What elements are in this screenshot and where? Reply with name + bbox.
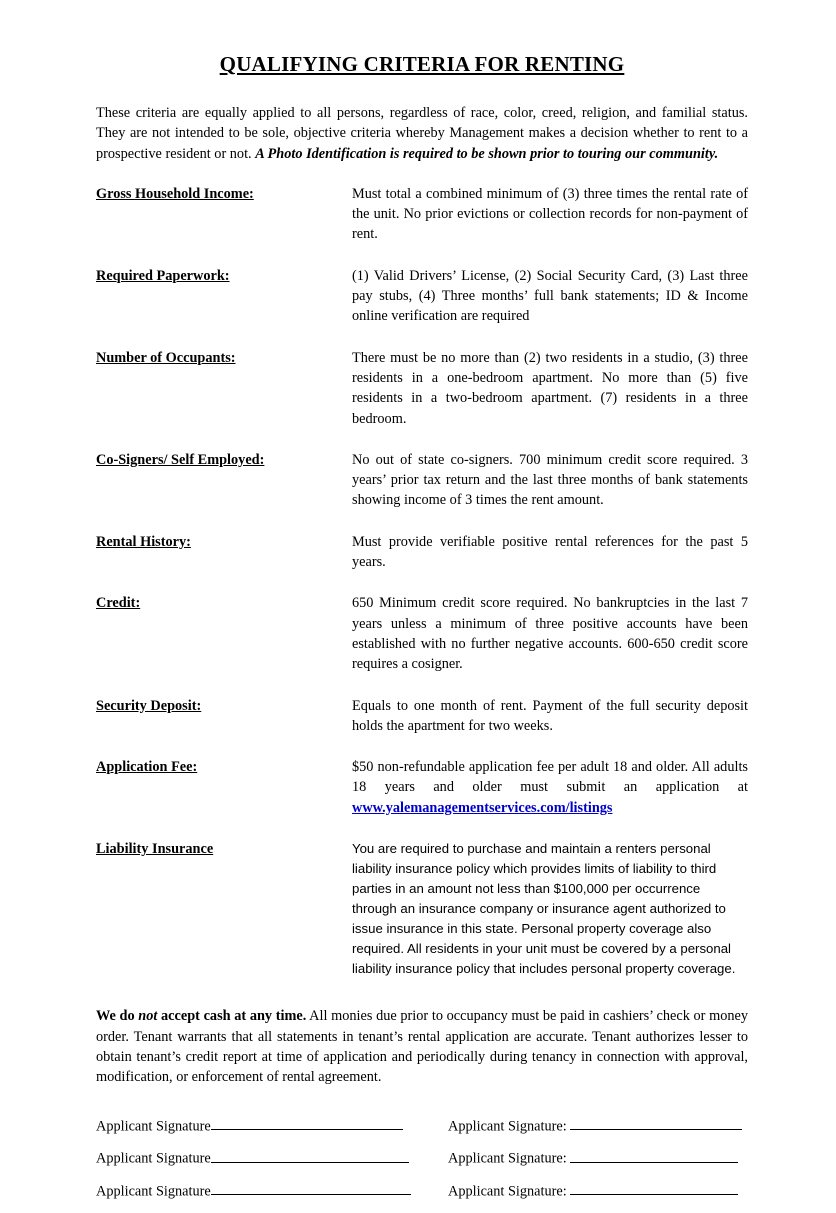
criteria-label-cell	[96, 348, 352, 450]
applicant-signature-right	[448, 1148, 738, 1168]
signature-line[interactable]	[211, 1116, 403, 1131]
criteria-value: Must provide verifiable positive rental references for the past 5 years.	[352, 533, 748, 571]
closing-lead-italic: not	[138, 1008, 158, 1025]
listings-link[interactable]: www.yalemanagementservices.com/listings	[352, 799, 613, 816]
criteria-value-application-fee	[352, 757, 748, 839]
intro-paragraph	[96, 103, 748, 164]
criteria-label-cell	[96, 696, 352, 758]
criteria-label: Co-Signers/ Self Employed:	[96, 451, 265, 468]
signature-row	[96, 1148, 748, 1168]
intro-text: These criteria are equally applied to all persons, regardless of race, color, creed, religion, and familial status. They are not intended to be sole, objective criteria whereby Management makes a decision whether to rent to a prospective resident or not.	[96, 105, 748, 162]
table-row	[96, 757, 748, 839]
signature-label: Applicant Signature:	[448, 1183, 571, 1200]
application-fee-text: $50 non-refundable application fee per adult 18 and older. All adults 18 years and older must submit an application at	[352, 759, 748, 796]
page-title: QUALIFYING CRITERIA FOR RENTING	[219, 52, 625, 76]
table-row	[96, 839, 748, 1000]
signature-line[interactable]	[211, 1181, 411, 1196]
criteria-label: Liability Insurance	[96, 841, 214, 858]
criteria-value: You are required to purchase and maintain a renters personal liability insurance policy which provides limits of liability to third parties in an amount not less than $100,000 per occurrence through an insurance company or insurance agent authorized to issue insurance in this state. Personal property coverage also required. All residents in your unit must be covered by a personal liability insurance policy that includes personal property coverage.	[352, 841, 736, 977]
signature-label: Applicant Signature	[96, 1150, 211, 1167]
criteria-label-cell	[96, 266, 352, 348]
criteria-label-cell	[96, 450, 352, 532]
signature-label: Applicant Signature:	[448, 1118, 571, 1135]
closing-lead-before: We do	[96, 1008, 139, 1025]
criteria-value: Equals to one month of rent. Payment of the full security deposit holds the apartment for two weeks.	[352, 697, 748, 734]
signature-label: Applicant Signature	[96, 1118, 211, 1135]
criteria-value: There must be no more than (2) two residents in a studio, (3) three residents in a one-bedroom apartment. No more than (5) five residents in a two-bedroom apartment. (7) residents in a three bedroom.	[352, 349, 748, 427]
signature-label: Applicant Signature	[96, 1183, 211, 1200]
applicant-signature-left	[96, 1116, 448, 1136]
table-row	[96, 348, 748, 450]
table-row	[96, 593, 748, 695]
criteria-label: Application Fee:	[96, 759, 198, 776]
signature-block	[96, 1116, 748, 1201]
intro-emphasis-text: A Photo Identification is required to be shown prior to touring our community.	[255, 145, 719, 162]
closing-lead	[96, 1008, 306, 1024]
criteria-value: 650 Minimum credit score required. No bankruptcies in the last 7 years unless a minimum of three positive accounts have been established with no further negative accounts. 600-650 credit score requires a cosigner.	[352, 595, 748, 673]
table-row	[96, 450, 748, 532]
signature-line[interactable]	[570, 1181, 738, 1196]
table-row	[96, 184, 748, 266]
criteria-value: (1) Valid Drivers’ License, (2) Social Security Card, (3) Last three pay stubs, (4) Three months’ full bank statements; ID & Income online verification are required	[352, 267, 748, 325]
criteria-label-cell	[96, 757, 352, 839]
table-row	[96, 696, 748, 758]
signature-line[interactable]	[211, 1148, 409, 1163]
applicant-signature-left	[96, 1181, 448, 1201]
applicant-signature-left	[96, 1148, 448, 1168]
closing-lead-after: accept cash at any time.	[157, 1008, 307, 1025]
criteria-table	[96, 184, 748, 1001]
table-row	[96, 266, 748, 348]
criteria-label-cell	[96, 532, 352, 594]
signature-line[interactable]	[570, 1116, 742, 1131]
applicant-signature-right	[448, 1181, 738, 1201]
closing-rest: All monies due prior to occupancy must be paid in cashiers’ check or money order. Tenant warrants that all statements in tenant’s rental application are accurate. Tenant authorizes lesser to obtain tenant’s credit report at time of application and periodically during tenancy in connection with approval, modification, or enforcement of rental agreement.	[96, 1008, 748, 1086]
closing-paragraph	[96, 1006, 748, 1087]
criteria-label: Required Paperwork:	[96, 267, 230, 284]
criteria-label-cell	[96, 593, 352, 695]
signature-row	[96, 1116, 748, 1136]
criteria-label: Rental History:	[96, 533, 191, 550]
criteria-label-cell	[96, 839, 352, 1000]
table-row	[96, 532, 748, 594]
criteria-label: Number of Occupants:	[96, 349, 236, 366]
criteria-label: Credit:	[96, 595, 141, 612]
criteria-label-cell	[96, 184, 352, 266]
signature-line[interactable]	[570, 1148, 738, 1163]
criteria-label: Security Deposit:	[96, 697, 202, 714]
applicant-signature-right	[448, 1116, 742, 1136]
signature-label: Applicant Signature:	[448, 1150, 571, 1167]
criteria-label: Gross Household Income:	[96, 185, 254, 202]
signature-row	[96, 1181, 748, 1201]
criteria-value: No out of state co-signers. 700 minimum credit score required. 3 years’ prior tax return and the last three months of bank statements showing income of 3 times the rent amount.	[352, 451, 748, 509]
criteria-value: Must total a combined minimum of (3) three times the rental rate of the unit. No prior evictions or collection records for non-payment of rent.	[352, 185, 748, 243]
